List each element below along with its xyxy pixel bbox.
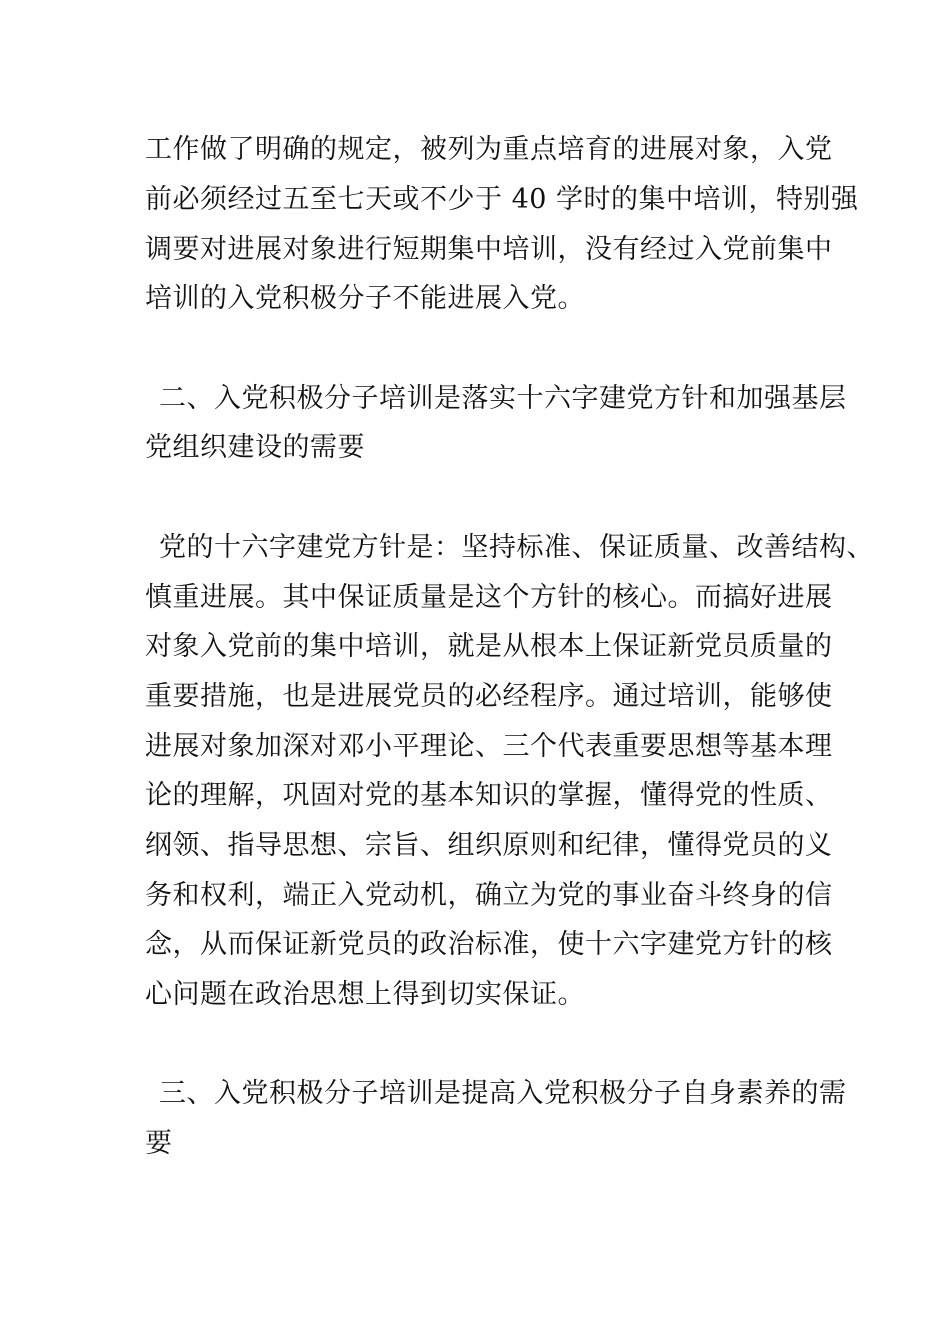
paragraph-2-line-3: 对象入党前的集中培训，就是从根本上保证新党员质量的 — [145, 631, 833, 662]
paragraph-2-line-1: 党的十六字建党方针是：坚持标准、保证质量、改善结构、 — [159, 532, 874, 563]
paragraph-2-line-6: 论的理解，巩固对党的基本知识的掌握，懂得党的性质、 — [145, 780, 833, 811]
paragraph-1-line-2: 前必须经过五至七天或不少于 40 学时的集中培训，特别强 — [145, 184, 859, 215]
section-heading-2-line-2: 党组织建设的需要 — [145, 432, 365, 463]
section-heading-3-line-1: 三、入党积极分子培训是提高入党积极分子自身素养的需 — [159, 1078, 847, 1109]
paragraph-2-line-10: 心问题在政治思想上得到切实保证。 — [145, 979, 585, 1010]
paragraph-2-line-2: 慎重进展。其中保证质量是这个方针的核心。而搞好进展 — [145, 582, 833, 613]
paragraph-2-line-8: 务和权利，端正入党动机，确立为党的事业奋斗终身的信 — [145, 880, 833, 911]
paragraph-2-line-7: 纲领、指导思想、宗旨、组织原则和纪律，懂得党员的义 — [145, 830, 833, 861]
paragraph-2-line-5: 进展对象加深对邓小平理论、三个代表重要思想等基本理 — [145, 731, 833, 762]
paragraph-1-line-3: 调要对进展对象进行短期集中培训，没有经过入党前集中 — [145, 234, 833, 265]
paragraph-1-line-4: 培训的入党积极分子不能进展入党。 — [145, 283, 585, 314]
section-heading-3-line-2: 要 — [145, 1128, 173, 1159]
paragraph-2-line-9: 念，从而保证新党员的政治标准，使十六字建党方针的核 — [145, 929, 833, 960]
section-heading-2-line-1: 二、入党积极分子培训是落实十六字建党方针和加强基层 — [159, 383, 847, 414]
paragraph-1-line-1: 工作做了明确的规定，被列为重点培育的进展对象，入党 — [145, 134, 833, 165]
paragraph-2-line-4: 重要措施，也是进展党员的必经程序。通过培训，能够使 — [145, 681, 833, 712]
